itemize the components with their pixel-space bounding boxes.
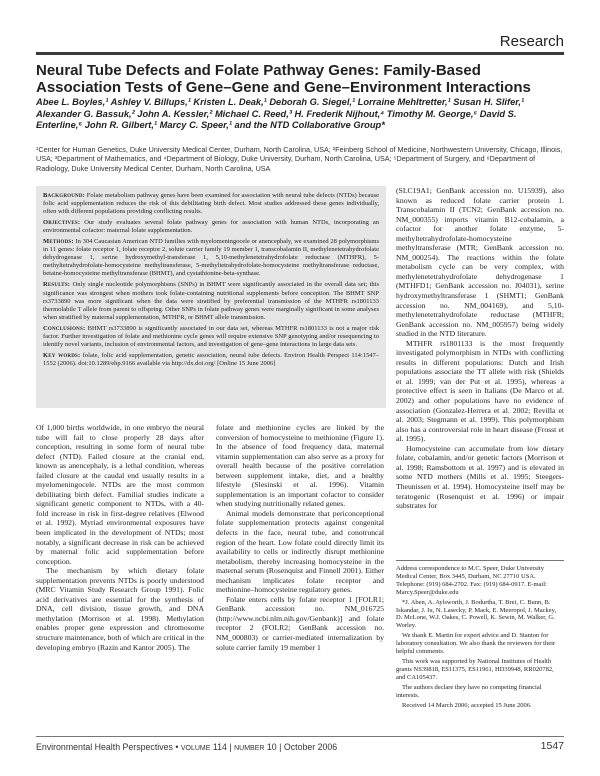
body-paragraph: Folate enters cells by folate receptor 1 [FOLR1; GenBank accession no. NM_016725 (http://www.ncbi.nlm.nih.gov/Genbank)] and folate receptor 2 (FOLR2; GenBank accession no. NM_000803) or carrier-mediated internalization by solute carrier family 19 member 1 [216,594,384,652]
page-number: 1547 [540,740,564,752]
body-column-1 [36,423,204,652]
footer-rule [36,736,564,737]
abstract-box [36,186,386,408]
citation[interactable]: Environ Health Perspect 114:1547–1552 (2006). doi:10.1289/ehp.9166 available via http://dx.doi.org/ [Online 15 June 2006] [43,351,379,367]
abstract-results: Results: Only single nucleotide polymorphisms (SNPs) in BHMT were significantly associated in the overall data set; this significance was strongest when mothers took folate-containing nutritional supplements before conception. The BHMT SNP rs3733890 was more significant when the data were stratified by preferential transmission of the MTHFR rs1801133 thermolabile T allele from parent to offspring. Other SNPs in folate pathway genes were marginally significant in some analyses when stratified by maternal supplementation, MTHFR, or BHMT allele transmission. [43,281,380,321]
abstract-objectives: Objectives: Our study evaluates several folate pathway genes for association with human NTDs, incorporating an environmental cofactor: maternal folate supplementation. [43,219,379,235]
journal-name: Environmental Health Perspectives [36,742,173,752]
body-paragraph: Of 1,000 births worldwide, in one embryo the neural tube will fail to close properly 28 days after conception, resulting in some form of neural tube defect (NTD). Failed closure at the cranial end, known as anencephaly, is a lethal condition, whereas failed closure at the caudal end usually results in a myelomeningocele. NTDs are the most common debilitating birth defect. Familial studies indicate a significant genetic component to NTDs, with a 40-fold increase in risk in first-degree relatives (Elwood et al. 1992). Myriad environmental exposures have been implicated in the development of NTDs; most notably, a significant decrease in risk can be achieved by maternal folic acid supplementation before conception. [36,423,204,566]
body-column-2 [216,423,384,652]
abstract-conclusions: Conclusions: BHMT rs3733890 is significantly associated in our data set, whereas MTHFR rs1801133 is not a major risk factor. Further investigation of folate and methionine cycle genes will require extensive SNP genotyping and/or resequencing to identify novel variants, inclusion of environmental factors, and investigation of gene–gene interactions in large data sets. [43,324,379,348]
issue-number: 10 [266,742,277,752]
acknowledgments: We thank E. Martin for expert advice and D. Stanton for laboratory consultation. We also thank the reviewers for their helpful comments. [396,632,556,656]
body-column-right-top [396,186,564,511]
article-title: Neural Tube Defects and Folate Pathway Genes: Family-Based Association Tests of Gene–Gene and Gene–Environment Interactions [36,62,531,96]
correspondence-note [396,560,564,711]
collaborative-group: *J. Aben, A. Aylsworth, J. Bodurtha, T. Brei, C. Bunn, B. Iskandar, J. Iu, N. Lasecky, P. Mack, E. Meeropol, J. Mackey, D. McLone, W.J. Oakes, C. Powell, K. Sewin, M. Walker, G. Worley. [396,598,557,630]
affiliations: ¹Center for Human Genetics, Duke University Medical Center, Durham, North Carolina, USA; ²Feinberg School of Medicine, Northwestern University, Chicago, Illinois, USA; ³Department of Mathematics, and ⁴Department of Biology, Duke University, Durham, North Carolina, USA; ⁵Department of Surgery, and ⁶Department of Radiology, Duke University Medical Center, Durham, North Carolina, USA [36,145,563,173]
body-paragraph: (SLC19A1; GenBank accession no. U15939), also known as reduced folate carrier protein 1. Transcobalamin II (TCN2; GenBank accession no. NM_000355) imports vitamin B12-cobalamin, a cofactor for another folate enzyme, 5-methyltetrahydrofolate-homocysteine methyltransferase (MTR; GenBank accession no. NM_000254). The reactions within the folate metabolism cycle can be very complex, with methylenetetrahydrofolate dehydrogenase 1 (MTHFD1; GenBank accession no. J04031), serine hydroxymethyltransferase 1 (SHMT1; GenBank accession no. NM_004169), and 5,10-methylenetetrahydrofolate reductase (MTHFR; GenBank accession no. NM_005957) being widely studied in the NTD literature. [396,186,564,339]
funding: This work was supported by National Institutes of Health grants NS39818, ES11375, ES11961, HD39948, RR020782, and CA105437. [396,657,554,681]
abstract-methods: Methods: In 304 Caucasian American NTD families with myelomeningocele or anencephaly, we examined 28 polymorphisms in 11 genes: folate receptor 1, folate receptor 2, solute carrier family 19 member 1, transcobalamin II, methylenetetrahydrofolate dehydrogenase 1, serine hydroxymethyl-transferase 1, 5,10-methylenetetrahydrofolate reductase (MTHFR), 5-methyltetrahydrofolate-homocysteine methyltransferase, 5-methyltetrahydrofolate-homocysteine methyltransferase reductase, betaine-homocysteine methyltransferase (BHMT), and cystathionine-beta-synthase. [43,238,380,278]
competing-interests: The authors declare they have no competing financial interests. [396,683,542,699]
footer-journal: Environmental Health Perspectives • VOLUME 114 | NUMBER 10 | October 2006 [36,742,338,752]
abstract-background: Background: Folate metabolism pathway genes have been examined for association with neural tube defects (NTDs) because folic acid supplementation reduces the risk of this debilitating birth defect. Most studies addressed these genes individually, often with different populations providing conflicting results. [43,192,380,216]
section-label: Research [499,33,564,50]
number-label: NUMBER [234,745,265,752]
body-paragraph: The mechanism by which dietary folate supplementation prevents NTDs is poorly understood (MRC Vitamin Study Research Group 1991). Folic acid derivatives are essential for the synthesis of DNA, cell division, tissue growth, and DNA methylation (Morrison et al. 1998). Methylation enables proper gene expression and chromosome structure maintenance, both of which are critical in the developing embryo (Razin and Kantor 2005). The [36,566,204,652]
received-date: Received 14 March 2006; accepted 15 June 2006. [402,701,532,709]
volume: 114 [212,742,227,752]
author-list: Abee L. Boyles,¹ Ashley V. Billups,¹ Kristen L. Deak,¹ Deborah G. Siegel,¹ Lorraine Mehltretter,¹ Susan H. Slifer,¹ Alexander G. Bassuk,² John A. Kessler,² Michael C. Reed,³ H. Frederik Nijhout,⁴ Timothy M. George,⁵ David S. Enterline,⁶ John R. Gilbert,¹ Marcy C. Speer,¹ and the NTD Collaborative Group* [36,97,525,131]
header-rule [36,52,564,55]
issue-date: October 2006 [283,742,338,752]
body-paragraph: Animal models demonstrate that periconceptional folate supplementation protects against congenital defects in the face, neural tube, and conotruncal region of the heart. Low folate could directly limit its availability to cells or indirectly disrupt methionine metabolism, thereby increasing homocysteine in the maternal serum (Rosenquist and Finnell 2001). Either mechanism implicates folate receptor and methionine–homocysteine regulatory genes. [216,508,384,595]
volume-label: VOLUME [180,745,211,752]
body-paragraph: Homocysteine can accumulate from low dietary folate, cobalamin, and/or genetic factors (Morrison et al. 1998; Ramsbottom et al. 1997) and is elevated in some NTD mothers (Mills et al. 1995; Steegers-Theunissen et al. 1994). Homocysteine itself may be teratogenic (Rosenquist et al. 1996) or impair substrates for [396,443,564,511]
abstract-keywords: Key words: folate, folic acid supplementation, genetic association, neural tube defects. Environ Health Perspect 114:1547–1552 (2006). doi:10.1289/ehp.9166 available via http://dx.doi.org/ [Online 15 June 2006] [43,351,379,367]
body-paragraph: folate and methionine cycles are linked by the conversion of homocysteine to methionine (Figure 1). In the absence of food frequency data, maternal vitamin supplementation can also serve as a proxy for overall health because of the positive correlation between supplement intake, diet, and a healthy lifestyle (Slesinski et al. 1996). Vitamin supplementation is an important cofactor to consider when studying nutritionally related genes. [216,423,384,509]
correspondence-address[interactable]: Address correspondence to M.C. Speer, Duke University Medical Center, Box 3445, Durham, NC 27710 USA. Telephone: (919) 684-2702. Fax: (919) 684-0917. E-mail: Marcy.Speer@duke.edu [396,560,564,597]
body-paragraph: MTHFR rs1801133 is the most frequently investigated polymorphism in NTDs with conflicting results in different populations: Dutch and Irish populations associate the TT allele with risk (Shields et al. 1999; van der Put et al. 1995), whereas a protective effect is seen in Italians (De Marco et al. 2002) and other populations have no evidence of association (Gonzalez-Herrera et al. 2002; Revilla et al. 2003; Stegmann et al. 1999). This polymorphism also has a controversial role in heart disease (Frosst et al. 1995). [396,338,564,444]
